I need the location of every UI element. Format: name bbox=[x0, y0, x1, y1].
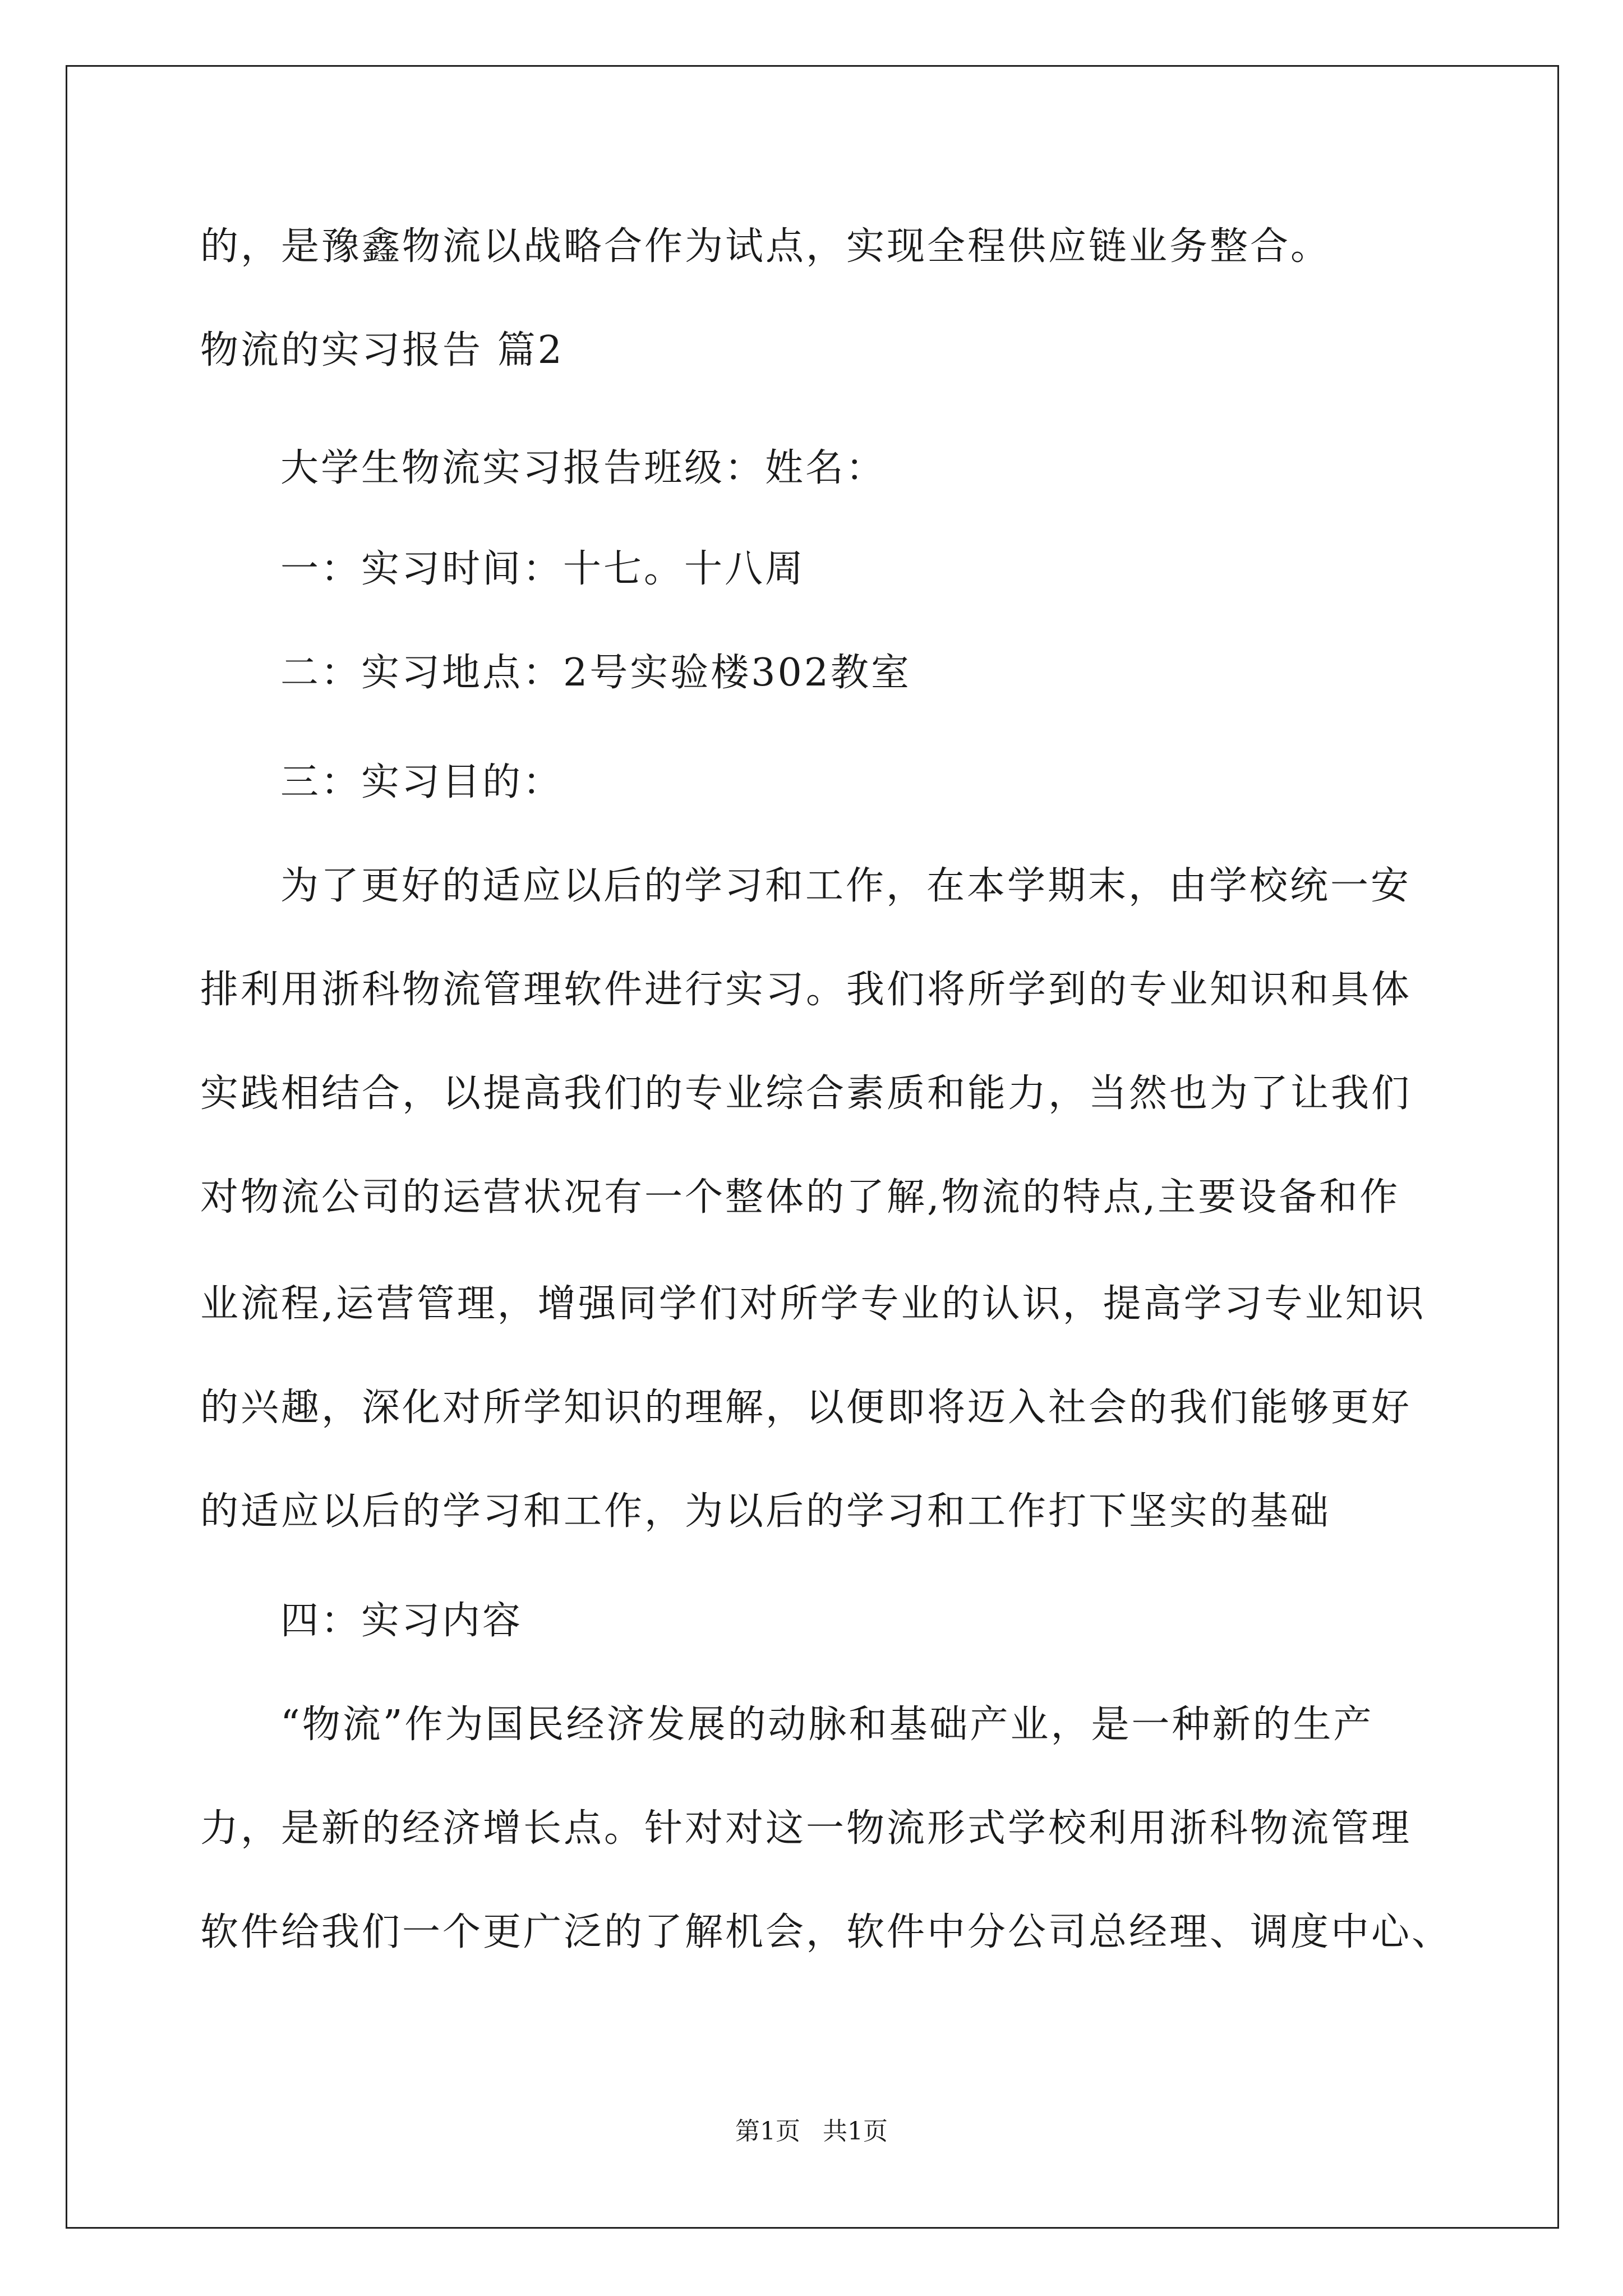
body-text-line: 实践相结合，以提高我们的专业综合素质和能力，当然也为了让我们 bbox=[200, 1071, 1412, 1116]
page-footer bbox=[0, 2115, 1623, 2148]
internship-location: 二：实习地点：2号实验楼302教室 bbox=[280, 651, 912, 695]
page-number: 第1页 bbox=[735, 2117, 800, 2146]
body-text-line: 力，是新的经济增长点。针对对这一物流形式学校利用浙科物流管理 bbox=[200, 1806, 1412, 1851]
body-text-line: 业流程,运营管理，增强同学们对所学专业的认识，提高学习专业知识 bbox=[200, 1282, 1426, 1326]
body-text-line: 为了更好的适应以后的学习和工作，在本学期末，由学校统一安 bbox=[280, 864, 1412, 908]
internship-time: 一：实习时间：十七。十八周 bbox=[280, 547, 806, 591]
section-heading: 物流的实习报告 篇2 bbox=[200, 328, 564, 372]
body-text-line: 的，是豫鑫物流以战略合作为试点，实现全程供应链业务整合。 bbox=[200, 224, 1331, 269]
body-text-line: 对物流公司的运营状况有一个整体的了解,物流的特点,主要设备和作 bbox=[200, 1175, 1400, 1220]
body-text-line: 的适应以后的学习和工作，为以后的学习和工作打下坚实的基础 bbox=[200, 1489, 1331, 1534]
body-text-line: 软件给我们一个更广泛的了解机会，软件中分公司总经理、调度中心、 bbox=[200, 1910, 1453, 1954]
internship-purpose-heading: 三：实习目的： bbox=[280, 760, 564, 804]
body-text-line: 排利用浙科物流管理软件进行实习。我们将所学到的专业知识和具体 bbox=[200, 968, 1412, 1012]
internship-content-heading: 四：实习内容 bbox=[280, 1599, 523, 1643]
page-total: 共1页 bbox=[823, 2117, 888, 2146]
body-text-line: “物流”作为国民经济发展的动脉和基础产业，是一种新的生产 bbox=[280, 1703, 1374, 1747]
body-text-line: 的兴趣，深化对所学知识的理解，以便即将迈入社会的我们能够更好 bbox=[200, 1386, 1412, 1430]
report-title-line: 大学生物流实习报告班级：姓名： bbox=[280, 446, 887, 490]
